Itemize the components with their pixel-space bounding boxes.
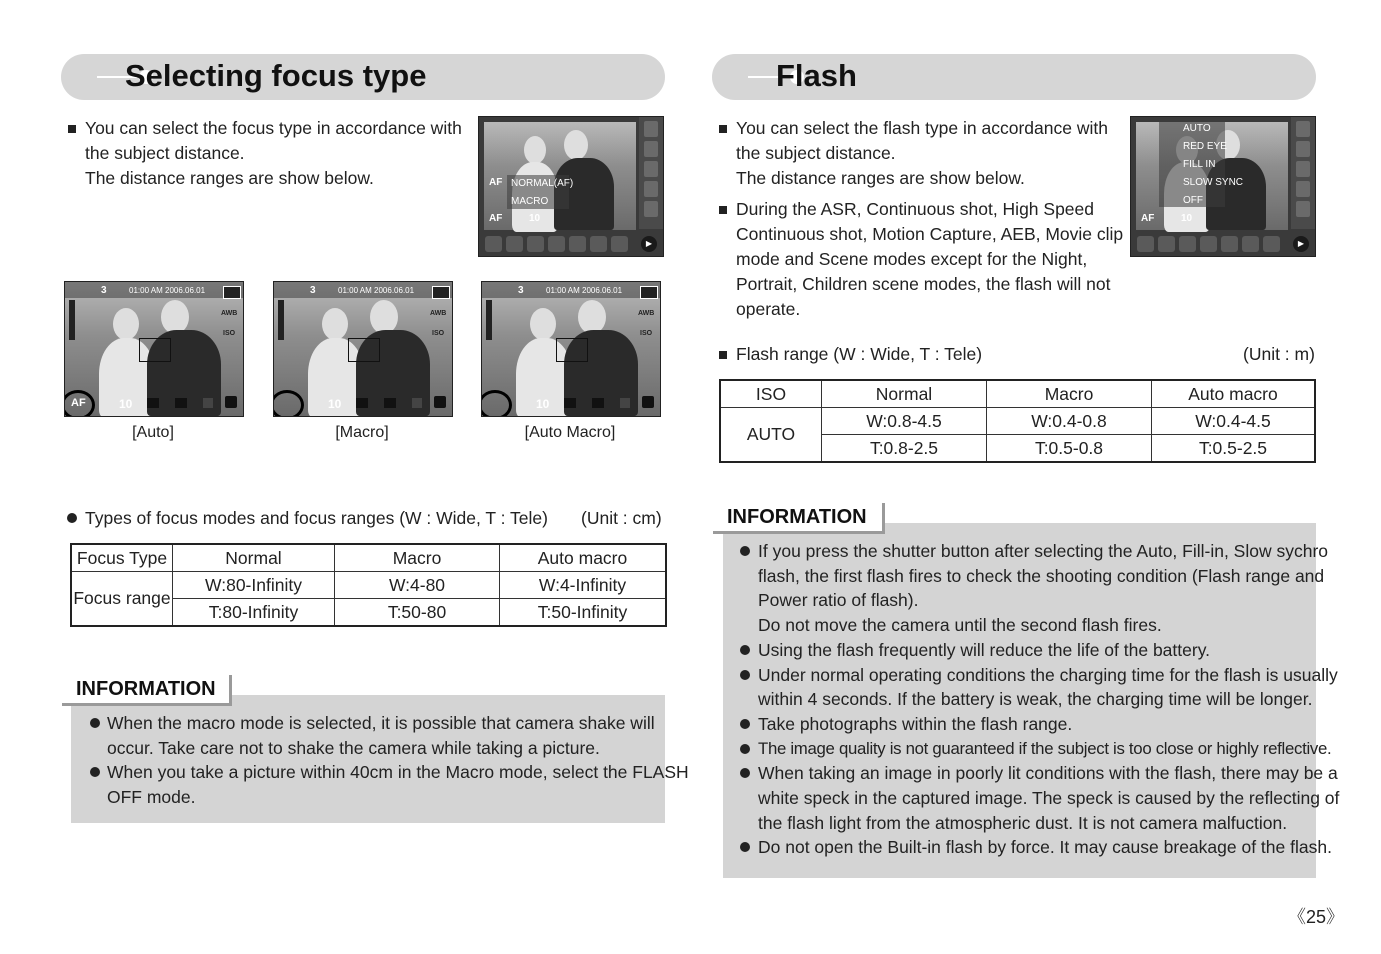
camera-mode-icon — [640, 286, 658, 299]
osd-datetime: 01:00 AM 2006.06.01 — [129, 286, 206, 295]
osd-size: 10 — [328, 397, 342, 411]
info-line: Take photographs within the flash range. — [758, 713, 1073, 734]
quality-icon — [147, 398, 159, 408]
osd-size-label: 10 — [529, 213, 541, 224]
sharpness-icon — [412, 398, 422, 408]
camera-bottom-buttons — [1137, 236, 1280, 252]
menu-item-red-eye: RED EYE — [1183, 141, 1227, 152]
bride-face — [530, 308, 556, 340]
focus-mode-indicator-ring — [481, 390, 512, 417]
flash-note-line: Continuous shot, Motion Capture, AEB, Movie clip — [736, 224, 1124, 244]
camera-mode-icon — [432, 286, 450, 299]
table-head-cell: ISO — [720, 380, 822, 408]
camera-side-buttons — [639, 117, 663, 229]
bullet-square — [719, 351, 727, 359]
osd-focus-mode: AF — [71, 397, 86, 409]
sharpness-icon — [620, 398, 630, 408]
hand-icon — [434, 396, 446, 408]
flash-range-table — [719, 379, 1316, 463]
bullet-square — [68, 125, 76, 133]
menu-item-slow-sync: SLOW SYNC — [1183, 177, 1244, 188]
flash-range-unit: (Unit : m) — [1243, 344, 1315, 364]
flash-intro-line-2: the subject distance. — [736, 143, 896, 163]
osd-iso: ISO — [640, 330, 653, 337]
exposure-bar — [69, 300, 75, 340]
focus-table-header: Types of focus modes and focus ranges (W : Wide, T : Tele) — [85, 508, 548, 528]
bride-face — [113, 308, 139, 340]
menu-item-macro: MACRO — [511, 196, 549, 207]
menu-item-normal-af: NORMAL(AF) — [511, 178, 574, 189]
focus-frame — [139, 338, 171, 362]
exposure-bar — [486, 300, 492, 340]
section-header-focus — [61, 54, 665, 100]
info-line: Power ratio of flash). — [758, 590, 919, 611]
info-line: Do not open the Built-in flash by force. It may cause breakage of the flash. — [758, 837, 1332, 858]
focus-mode-indicator-ring — [273, 390, 304, 417]
osd-af-label-lower: AF — [489, 213, 503, 224]
bullet-dot — [67, 513, 77, 523]
screen-caption: [Auto Macro] — [524, 424, 616, 441]
groom-face — [161, 300, 189, 334]
camera-side-buttons — [1291, 117, 1315, 229]
quality-icon — [356, 398, 368, 408]
information-tab-focus: INFORMATION — [62, 675, 232, 706]
page-title-focus: Selecting focus type — [125, 58, 427, 93]
info-line: white speck in the captured image. The speck is caused by the reflecting of — [758, 788, 1340, 808]
focus-range-table — [70, 543, 667, 627]
bullet-dot — [90, 718, 100, 728]
camera-bottom-buttons — [485, 236, 628, 252]
table-head-cell: Macro — [335, 544, 500, 572]
table-cell: W:4-Infinity — [500, 572, 667, 599]
screen-caption: [Auto] — [132, 424, 174, 441]
info-line: Under normal operating conditions the charging time for the flash is usually — [758, 664, 1338, 685]
menu-item-auto: AUTO — [1183, 123, 1211, 134]
osd-awb: AWB — [430, 310, 447, 317]
info-line: the flash light from the atmospheric dust. It is not camera malfuction. — [758, 812, 1288, 833]
flash-note-line: operate. — [736, 299, 801, 319]
info-line: When you take a picture within 40cm in the Macro mode, select the FLASH — [107, 762, 689, 782]
table-cell: T:80-Infinity — [173, 599, 335, 627]
focus-frame — [556, 338, 588, 362]
quality-icon — [564, 398, 576, 408]
screen-caption: [Macro] — [335, 424, 389, 441]
table-cell: T:0.5-2.5 — [1152, 435, 1316, 463]
groom-face — [564, 130, 588, 160]
table-cell: T:0.8-2.5 — [822, 435, 987, 463]
osd-datetime: 01:00 AM 2006.06.01 — [338, 286, 415, 295]
flash-intro-line-1: You can select the flash type in accordance with — [736, 118, 1108, 138]
osd-shot-count: 3 — [518, 285, 524, 296]
table-head-cell: Macro — [987, 380, 1152, 408]
info-line: Using the flash frequently will reduce the life of the battery. — [758, 639, 1211, 660]
information-tab-flash: INFORMATION — [713, 503, 885, 534]
table-cell: W:0.4-4.5 — [1152, 408, 1316, 435]
table-head-cell: Normal — [173, 544, 335, 572]
flash-intro-line-3: The distance ranges are show below. — [736, 168, 1025, 188]
table-head-cell: Normal — [822, 380, 987, 408]
bullet-dot — [740, 645, 750, 655]
metering-icon — [592, 398, 604, 408]
info-line: within 4 seconds. If the battery is weak, the charging time will be longer. — [758, 689, 1313, 710]
table-row-label: AUTO — [720, 408, 822, 463]
section-header-flash — [712, 54, 1316, 100]
flash-note-line: mode and Scene modes except for the Night, — [736, 249, 1088, 269]
camera-screen-flash-menu — [1130, 116, 1316, 257]
camera-screen-focus-menu — [478, 116, 664, 257]
metering-icon — [384, 398, 396, 408]
bullet-dot — [90, 767, 100, 777]
flash-range-header: Flash range (W : Wide, T : Tele) — [736, 344, 983, 364]
osd-af-label: AF — [1141, 213, 1155, 224]
table-head-cell: Focus Type — [71, 544, 173, 572]
info-line: occur. Take care not to shake the camera while taking a picture. — [107, 738, 600, 758]
table-cell: W:0.8-4.5 — [822, 408, 987, 435]
osd-awb: AWB — [221, 310, 238, 317]
hand-icon — [225, 396, 237, 408]
table-cell: W:4-80 — [335, 572, 500, 599]
flash-note-line: During the ASR, Continuous shot, High Speed — [736, 199, 1094, 219]
groom-face — [578, 300, 606, 334]
osd-size: 10 — [536, 397, 550, 411]
info-line: If you press the shutter button after selecting the Auto, Fill-in, Slow sychro — [758, 541, 1329, 561]
page-title-flash: Flash — [776, 58, 857, 93]
info-line: flash, the first flash fires to check the shooting condition (Flash range and — [758, 565, 1325, 586]
table-cell: T:50-Infinity — [500, 599, 667, 627]
camera-screen-focus-macro — [273, 281, 453, 417]
bullet-dot — [740, 719, 750, 729]
osd-awb: AWB — [638, 310, 655, 317]
info-line: Do not move the camera until the second flash fires. — [758, 615, 1162, 636]
camera-screen-focus-auto-macro — [481, 281, 661, 417]
bullet-dot — [740, 670, 750, 680]
flash-note-line: Portrait, Children scene modes, the flash will not — [736, 274, 1111, 294]
table-row-label: Focus range — [71, 572, 173, 627]
focus-table-unit: (Unit : cm) — [581, 508, 662, 528]
table-cell: W:0.4-0.8 — [987, 408, 1152, 435]
table-cell: W:80-Infinity — [173, 572, 335, 599]
osd-shot-count: 3 — [310, 285, 316, 296]
osd-iso: ISO — [432, 330, 445, 337]
table-head-cell: Auto macro — [500, 544, 667, 572]
osd-datetime: 01:00 AM 2006.06.01 — [546, 286, 623, 295]
metering-icon — [175, 398, 187, 408]
camera-mode-icon — [223, 286, 241, 299]
bullet-dot — [740, 546, 750, 556]
camera-screen-focus-auto — [64, 281, 244, 417]
hand-icon — [642, 396, 654, 408]
osd-size-label: 10 — [1181, 213, 1193, 224]
table-cell: T:0.5-0.8 — [987, 435, 1152, 463]
bullet-square — [719, 206, 727, 214]
bullet-dot — [740, 744, 750, 754]
menu-item-off: OFF — [1183, 195, 1203, 206]
table-head-cell: Auto macro — [1152, 380, 1316, 408]
bride-face — [322, 308, 348, 340]
focus-frame — [348, 338, 380, 362]
osd-iso: ISO — [223, 330, 236, 337]
page-number: 《25》 — [1288, 907, 1345, 927]
play-icon: ▶ — [641, 236, 657, 252]
info-line: When taking an image in poorly lit conditions with the flash, there may be a — [758, 763, 1338, 784]
focus-intro-line-1: You can select the focus type in accordance with — [85, 118, 462, 138]
focus-intro-line-3: The distance ranges are show below. — [85, 168, 374, 188]
menu-item-fill-in: FILL IN — [1183, 159, 1216, 170]
info-line: When the macro mode is selected, it is possible that camera shake will — [107, 713, 655, 733]
play-icon: ▶ — [1293, 236, 1309, 252]
table-cell: T:50-80 — [335, 599, 500, 627]
groom-face — [370, 300, 398, 334]
info-line: The image quality is not guaranteed if the subject is too close or highly reflective. — [758, 738, 1332, 758]
osd-af-label: AF — [489, 177, 503, 188]
focus-intro-line-2: the subject distance. — [85, 143, 245, 163]
exposure-bar — [278, 300, 284, 340]
bride-face — [524, 136, 546, 164]
sharpness-icon — [203, 398, 213, 408]
osd-size: 10 — [119, 397, 133, 411]
info-line: OFF mode. — [107, 787, 196, 807]
osd-shot-count: 3 — [101, 285, 107, 296]
bullet-square — [719, 125, 727, 133]
